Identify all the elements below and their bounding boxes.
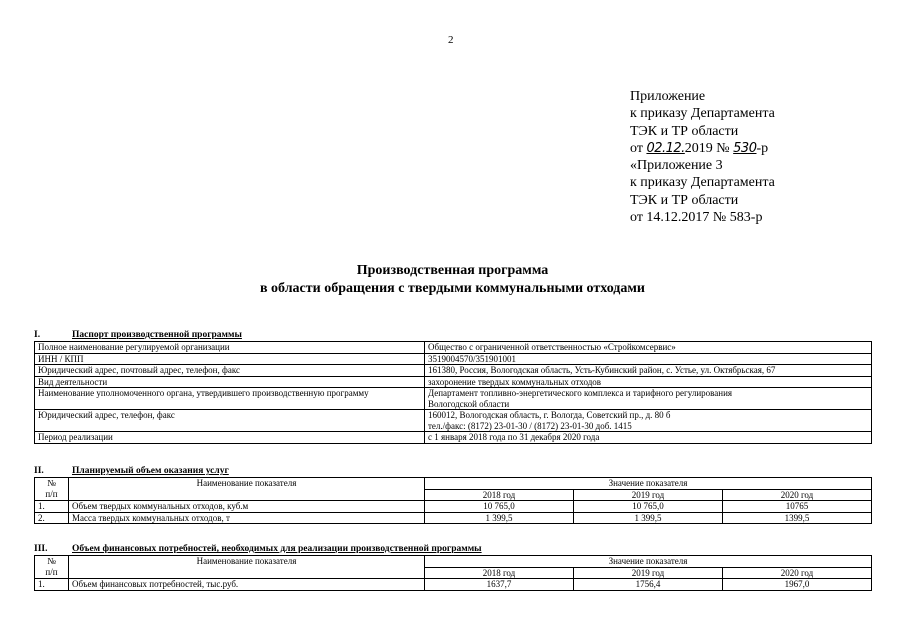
page-number: 2	[448, 34, 454, 46]
appendix-block	[630, 88, 775, 226]
section-number: I.	[34, 330, 41, 340]
order-suffix: -р	[756, 140, 769, 156]
section-number: III.	[34, 544, 48, 554]
table-row	[35, 410, 872, 432]
header-cell: Наименование показателя	[69, 478, 425, 501]
table-cell: 10765	[723, 501, 872, 513]
services-table	[34, 477, 872, 524]
table-cell: Период реализации	[35, 432, 425, 444]
table-cell: Объем твердых коммунальных отходов, куб.м	[69, 501, 425, 513]
table-row	[35, 512, 872, 524]
table-cell: Общество с ограниченной ответственностью «Стройкомсервис»	[425, 342, 872, 354]
table-cell: Масса твердых коммунальных отходов, т	[69, 512, 425, 524]
appendix-line: к приказу Департамента	[630, 175, 775, 191]
table-row	[35, 501, 872, 513]
year-header: 2018 год	[425, 567, 574, 579]
title-line: в области обращения с твердыми коммунальными отходами	[259, 281, 645, 296]
table-row	[35, 353, 872, 365]
table-row	[35, 579, 872, 591]
handwritten-date: 02.12.	[646, 140, 685, 156]
table-cell: 161380, Россия, Вологодская область, Усть-Кубинский район, с. Устье, ул. Октябрьская, 67	[425, 365, 872, 377]
table-cell: Объем финансовых потребностей, тыс.руб.	[69, 579, 425, 591]
table-cell: 3519004570/351901001	[425, 353, 872, 365]
table-cell: Вид деятельности	[35, 376, 425, 388]
table-cell: Полное наименование регулируемой организации	[35, 342, 425, 354]
table-row	[35, 388, 872, 410]
header-num-cell	[35, 556, 69, 579]
section-title: Паспорт производственной программы	[72, 330, 242, 340]
table-cell: Наименование уполномоченного органа, утвердившего производственную программу	[35, 388, 425, 410]
table-row	[35, 432, 872, 444]
header-cell: п/п	[45, 488, 58, 499]
header-cell: №	[47, 556, 56, 566]
table-cell: захоронение твердых коммунальных отходов	[425, 376, 872, 388]
appendix-line: ТЭК и ТР области	[630, 192, 739, 208]
section3-heading	[34, 544, 482, 554]
table-cell: 10 765,0	[574, 501, 723, 513]
section-number: II.	[34, 466, 44, 476]
table-header-row	[35, 478, 872, 490]
cell-line: 160012, Вологодская область, г. Вологда, Советский пр., д. 80 б	[428, 410, 671, 420]
table-cell: 1637,7	[425, 579, 574, 591]
order-prefix: от	[630, 140, 643, 156]
year-header: 2018 год	[425, 489, 574, 501]
table-cell: Юридический адрес, почтовый адрес, телефон, факс	[35, 365, 425, 377]
appendix-line: к приказу Департамента	[630, 106, 775, 122]
table-cell: 10 765,0	[425, 501, 574, 513]
table-cell: 1756,4	[574, 579, 723, 591]
table-row	[35, 376, 872, 388]
appendix-line: «Приложение 3	[630, 158, 723, 174]
table-cell	[425, 388, 872, 410]
year-header: 2019 год	[574, 489, 723, 501]
table-cell: 1.	[35, 501, 69, 513]
table-cell	[425, 410, 872, 432]
header-cell: №	[47, 478, 56, 488]
header-cell: Наименование показателя	[69, 556, 425, 579]
document-title	[0, 262, 905, 298]
section-title: Объем финансовых потребностей, необходимых для реализации производственной программы	[72, 544, 482, 554]
handwritten-number: 530	[733, 140, 757, 156]
header-cell: Значение показателя	[425, 556, 872, 568]
year-header: 2020 год	[723, 489, 872, 501]
finance-table	[34, 555, 872, 591]
section2-heading	[34, 466, 229, 476]
cell-line: Департамент топливно-энергетического комплекса и тарифного регулирования	[428, 388, 733, 398]
appendix-line: от 14.12.2017 № 583-р	[630, 210, 763, 226]
header-num-cell	[35, 478, 69, 501]
table-cell: 2.	[35, 512, 69, 524]
table-cell: 1 399,5	[574, 512, 723, 524]
passport-table	[34, 341, 872, 444]
table-cell: 1 399,5	[425, 512, 574, 524]
header-cell: Значение показателя	[425, 478, 872, 490]
appendix-order-line	[630, 140, 775, 157]
section-title: Планируемый объем оказания услуг	[72, 466, 229, 476]
header-cell: п/п	[45, 566, 58, 577]
year-header: 2020 год	[723, 567, 872, 579]
appendix-line: Приложение	[630, 89, 706, 104]
section1-heading	[34, 330, 242, 340]
table-cell: с 1 января 2018 года по 31 декабря 2020 года	[425, 432, 872, 444]
cell-line: Вологодской области	[428, 398, 510, 409]
appendix-line: ТЭК и ТР области	[630, 123, 739, 139]
table-cell: Юридический адрес, телефон, факс	[35, 410, 425, 432]
year-header: 2019 год	[574, 567, 723, 579]
table-header-row	[35, 556, 872, 568]
table-row	[35, 342, 872, 354]
cell-line: тел./факс: (8172) 23-01-30 / (8172) 23-01-30 доб. 1415	[428, 420, 632, 431]
order-mid: 2019 №	[684, 140, 730, 156]
table-cell: ИНН / КПП	[35, 353, 425, 365]
table-row	[35, 365, 872, 377]
table-cell: 1399,5	[723, 512, 872, 524]
table-cell: 1.	[35, 579, 69, 591]
table-cell: 1967,0	[723, 579, 872, 591]
title-line: Производственная программа	[356, 263, 549, 278]
